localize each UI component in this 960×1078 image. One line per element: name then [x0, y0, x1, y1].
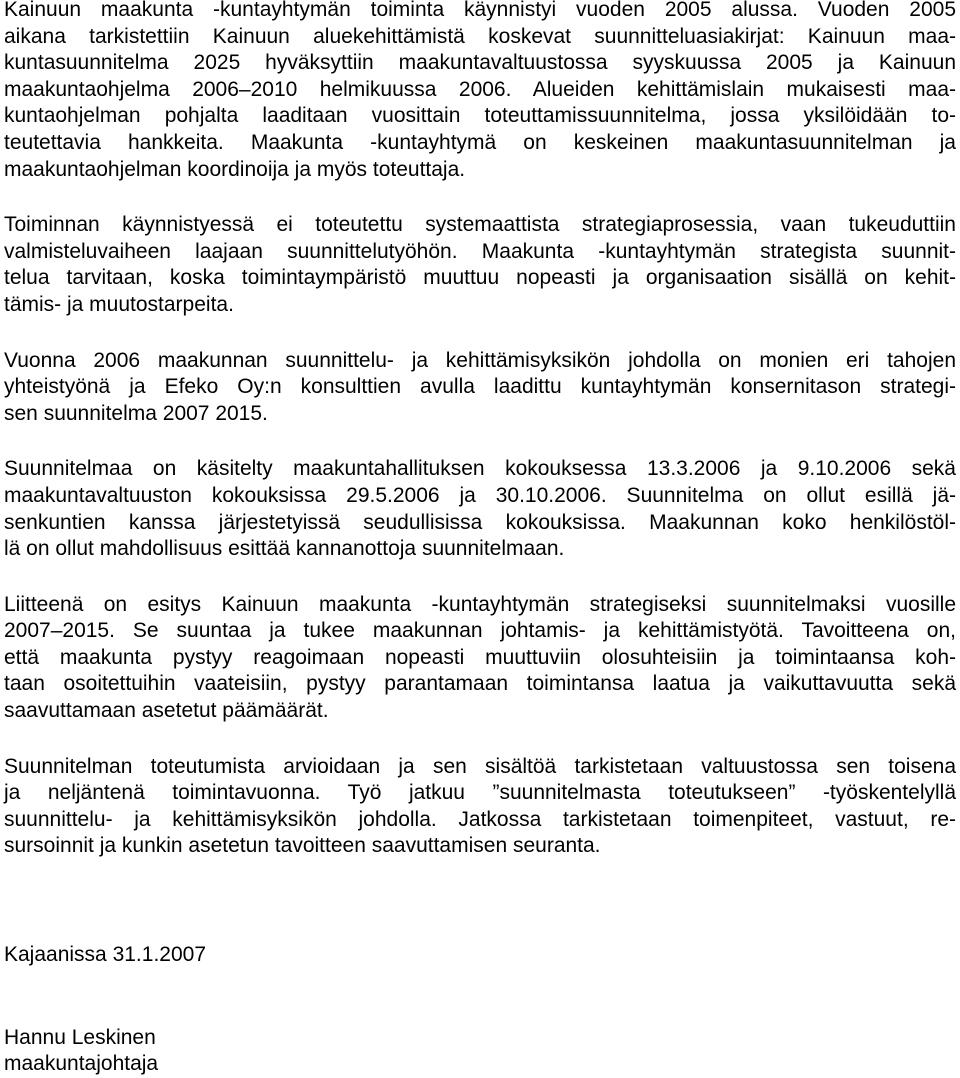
text-line: maakuntaohjelman koordinoija ja myös toteuttaja. [4, 157, 466, 181]
text-line: senkuntien kanssa järjestetyissä seudullisissa kokouksissa. Maakunnan koko henkilöstöl- [4, 510, 956, 534]
text-line: maakuntaohjelma 2006–2010 helmikuussa 2006. Alueiden kehittämislain mukaisesti maa- [4, 77, 956, 101]
text-line: sen suunnitelma 2007 2015. [4, 401, 268, 425]
text-line: Kainuun maakunta -kuntayhtymän toiminta käynnistyi vuoden 2005 alussa. Vuoden 2005 [4, 0, 956, 21]
text-line: Liitteenä on esitys Kainuun maakunta -kuntayhtymän strategiseksi suunnitelmaksi vuosille [4, 592, 956, 616]
paragraph-6 [4, 754, 956, 860]
text-line: tämis- ja muutostarpeita. [4, 292, 234, 316]
signer-name: Hannu Leskinen [4, 1025, 156, 1049]
paragraph-2 [4, 212, 956, 318]
text-line: taan osoitettuihin vaateisiin, pystyy parantamaan toimintansa laatua ja vaikuttavuutta sekä [4, 672, 956, 696]
text-line: teutettavia hankkeita. Maakunta -kuntayhtymä on keskeinen maakuntasuunnitelman ja [4, 130, 956, 154]
paragraph-3 [4, 348, 956, 428]
text-line: lä on ollut mahdollisuus esittää kannanottoja suunnitelmaan. [4, 537, 565, 561]
document-page [4, 0, 956, 1078]
text-line: sursoinnit ja kunkin asetetun tavoitteen saavuttamisen seuranta. [4, 834, 601, 858]
signer-title: maakuntajohtaja [4, 1052, 159, 1076]
text-line: suunnittelu- ja kehittämisyksikön johdolla. Jatkossa tarkistetaan toimenpiteet, vastuut, re- [4, 807, 956, 831]
text-line: telua tarvitaan, koska toimintaympäristö muuttuu nopeasti ja organisaation sisällä on kehit- [4, 266, 956, 290]
paragraph-5 [4, 592, 956, 725]
text-line: Vuonna 2006 maakunnan suunnittelu- ja kehittämisyksikön johdolla on monien eri tahojen [4, 348, 956, 372]
text-line: Toiminnan käynnistyessä ei toteutettu systemaattista strategiaprosessia, vaan tukeuduttiin [4, 213, 956, 237]
text-line: kuntasuunnitelma 2025 hyväksyttiin maakuntavaltuustossa syyskuussa 2005 ja Kainuun [4, 51, 956, 75]
paragraph-1 [4, 0, 956, 183]
text-line: yhteistyönä ja Efeko Oy:n konsulttien avulla laadittu kuntayhtymän konsernitason strategi- [4, 375, 956, 399]
text-line: ja neljäntenä toimintavuonna. Työ jatkuu ”suunnitelmasta toteutukseen” -työskentelyllä [4, 781, 956, 805]
text-line: saavuttamaan asetetut päämäärät. [4, 699, 329, 723]
text-line: kuntaohjelman pohjalta laaditaan vuosittain toteuttamissuunnitelma, jossa yksilöidään to- [4, 104, 956, 128]
text-line: Suunnitelmaa on käsitelty maakuntahallituksen kokouksessa 13.3.2006 ja 9.10.2006 sekä [4, 457, 956, 481]
text-line: 2007–2015. Se suuntaa ja tukee maakunnan johtamis- ja kehittämistyötä. Tavoitteena on, [4, 619, 956, 643]
text-line: että maakunta pystyy reagoimaan nopeasti muuttuviin olosuhteisiin ja toimintaansa koh- [4, 645, 956, 669]
text-line: Suunnitelman toteutumista arvioidaan ja sen sisältöä tarkistetaan valtuustossa sen toisena [4, 754, 956, 778]
text-line: aikana tarkistettiin Kainuun aluekehittämistä koskevat suunnitteluasiakirjat: Kainuun maa- [4, 24, 956, 48]
paragraph-4 [4, 456, 956, 562]
text-line: valmisteluvaiheen laajaan suunnittelutyöhön. Maakunta -kuntayhtymän strategista suunnit- [4, 239, 956, 263]
place-date: Kajaanissa 31.1.2007 [4, 943, 206, 967]
text-line: maakuntavaltuuston kokouksissa 29.5.2006 ja 30.10.2006. Suunnitelma on ollut esillä jä- [4, 483, 956, 507]
